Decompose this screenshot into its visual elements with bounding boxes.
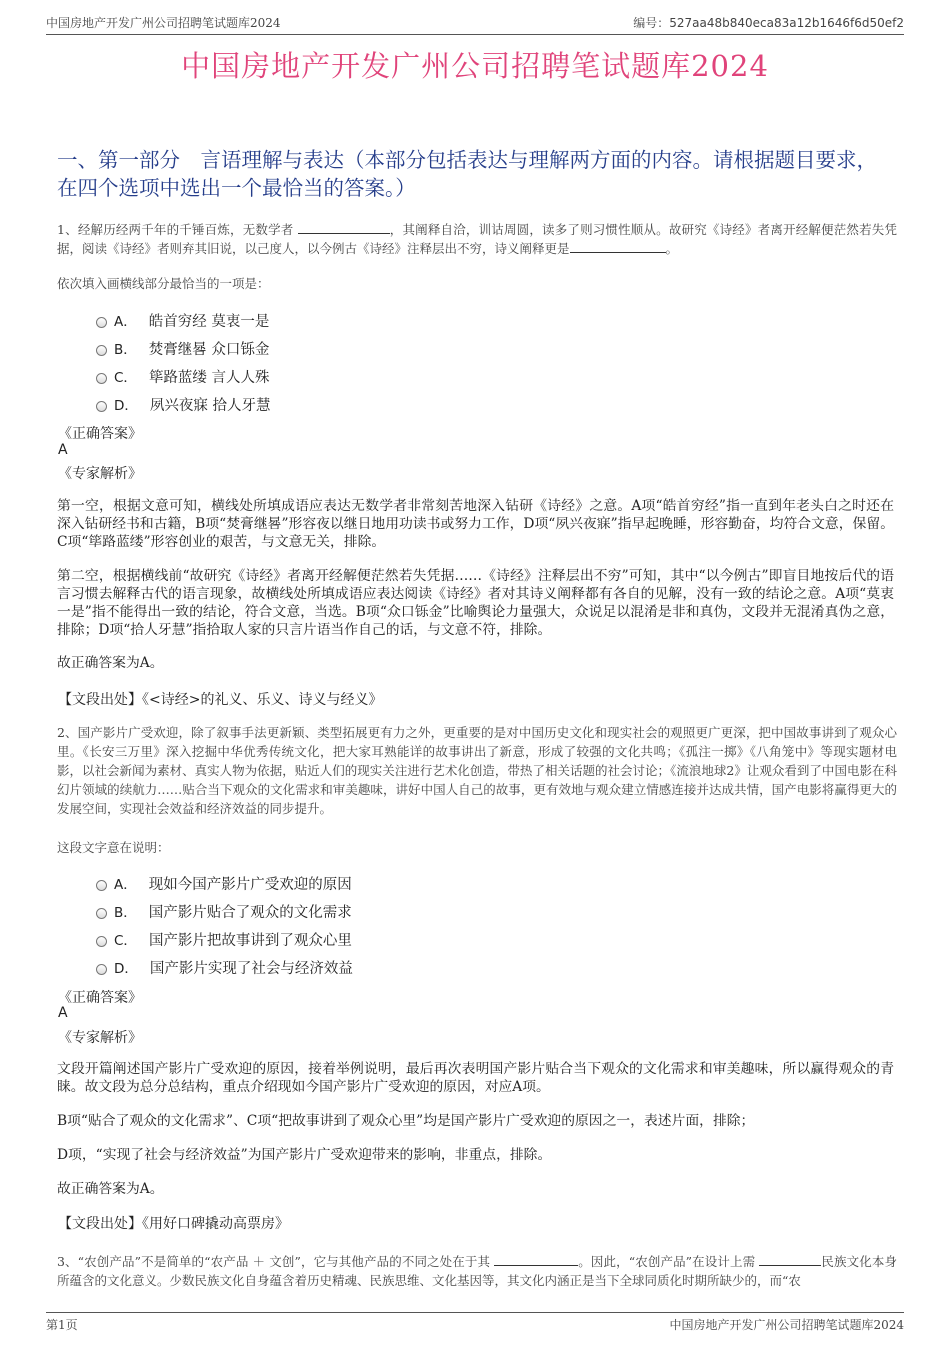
page-title: 中国房地产开发广州公司招聘笔试题库2024 xyxy=(181,49,769,83)
radio-icon[interactable] xyxy=(96,880,107,891)
q1-blank-1 xyxy=(298,221,390,234)
q2-option-c[interactable]: C． 国产影片把故事讲到了观众心里 xyxy=(96,929,352,950)
q2-expert-label: 《专家解析》 xyxy=(58,1030,142,1046)
q1-stem: 1、经解历经两千年的千锤百炼，无数学者 ，其阐释自洽，训诂周圆，读多了则习惯性顺从。故研究《诗经》者离开经解便茫然若失凭据，阅读《诗经》者则弃其旧说，以己度人，以今例古《诗经》注释层出不穷，诗义阐释更是 。 xyxy=(57,222,897,256)
radio-icon[interactable] xyxy=(96,964,107,975)
radio-icon[interactable] xyxy=(96,373,107,384)
q1-expert-label: 《专家解析》 xyxy=(58,466,142,482)
q2-answer: A xyxy=(58,1005,68,1021)
radio-icon[interactable] xyxy=(96,936,107,947)
footer-doc-title: 中国房地产开发广州公司招聘笔试题库2024 xyxy=(669,1318,904,1332)
radio-icon[interactable] xyxy=(96,345,107,356)
header-code-label: 编号： xyxy=(633,16,670,30)
page-footer xyxy=(46,1312,904,1333)
q2-explain-1: 文段开篇阐述国产影片广受欢迎的原因，接着举例说明，最后再次表明国产影片贴合当下观众的文化需求和审美趣味，所以赢得观众的青睐。故文段为总分总结构，重点介绍现如今国产影片广受欢迎的原因，对应A项。 xyxy=(57,1061,894,1095)
q1-correct-label: 《正确答案》 xyxy=(58,426,142,442)
q3-blank-1 xyxy=(494,1253,578,1266)
q2-source: 【文段出处】《用好口碑撬动高票房》 xyxy=(58,1216,289,1232)
section-heading: 一、第一部分 言语理解与表达（本部分包括表达与理解两方面的内容。请根据题目要求，在四个选项中选出一个最恰当的答案。） xyxy=(57,148,877,200)
radio-icon[interactable] xyxy=(96,401,107,412)
header-doc-title: 中国房地产开发广州公司招聘笔试题库2024 xyxy=(46,16,281,30)
q3-stem: 3、“农创产品”不是简单的“农产品 ＋ 文创”，它与其他产品的不同之处在于其 。因此，“农创产品”在设计上需 民族文化本身所蕴含的文化意义。少数民族文化自身蕴含着历史精魂、民族思维、文化基因等，其文化内涵正是当下全球同质化时期所缺少的，而“农 xyxy=(57,1254,897,1288)
q1-explain-1: 第一空，根据文意可知，横线处所填成语应表达无数学者非常刻苦地深入钻研《诗经》之意。A项“皓首穷经”指一直到年老头白之时还在深入钻研经书和古籍，B项“焚膏继晷”形容夜以继日地用功读书或努力工作，D项“夙兴夜寐”指早起晚睡，形容勤奋，均符合文意，保留。C项“筚路蓝缕”形容创业的艰苦，与文意无关，排除。 xyxy=(57,498,894,550)
q2-correct-label: 《正确答案》 xyxy=(58,990,142,1006)
q1-blank-2 xyxy=(570,240,666,253)
q2-stem: 2、国产影片广受欢迎，除了叙事手法更新颖、类型拓展更有力之外，更重要的是对中国历史文化和现实社会的观照更广更深，把中国故事讲到了观众心里。《长安三万里》深入挖掘中华优秀传统文化，把大家耳熟能详的故事讲出了新意，形成了较强的文化共鸣；《孤注一掷》《八角笼中》等现实题材电影，以社会新闻为素材、真实人物为依据，贴近人们的现实关注进行艺术化创造，带热了相关话题的社会讨论；《流浪地球2》让观众看到了中国电影在科幻片领域的续航力……贴合当下观众的文化需求和审美趣味，讲好中国人自己的故事，更有效地与观众建立情感连接并达成共情，国产电影将赢得更大的发展空间，实现社会效益和经济效益的同步提升。 xyxy=(57,725,897,816)
footer-page-number: 第1页 xyxy=(46,1318,78,1332)
q2-option-b[interactable]: B． 国产影片贴合了观众的文化需求 xyxy=(96,901,352,922)
q1-option-a[interactable]: A． 皓首穷经 莫衷一是 xyxy=(96,310,269,331)
q1-explain-2: 第二空，根据横线前“故研究《诗经》者离开经解便茫然若失凭据……《诗经》注释层出不穷”可知，其中“以今例古”即盲目地按后代的语言习惯去解释古代的语言现象，故横线处所填成语应表达阅读《诗经》者对其诗义阐释都有各自的见解，没有一致的结论之意。A项“莫衷一是”指不能得出一致的结论，符合文意，当选。B项“众口铄金”比喻舆论力量强大，众说足以混淆是非和真伪，文段并无混淆真伪之意，排除；D项“拾人牙慧”指拾取人家的只言片语当作自己的话，与文意不符，排除。 xyxy=(57,568,894,638)
q1-prompt: 依次填入画横线部分最恰当的一项是： xyxy=(57,276,270,291)
page-header xyxy=(46,12,904,35)
header-doc-code xyxy=(633,14,904,31)
q1-source: 【文段出处】《<诗经>的礼义、乐义、诗义与经义》 xyxy=(58,692,383,708)
q1-explain-3: 故正确答案为A。 xyxy=(57,655,164,671)
q2-option-d[interactable]: D． 国产影片实现了社会与经济效益 xyxy=(96,957,353,978)
radio-icon[interactable] xyxy=(96,317,107,328)
q2-option-a[interactable]: A． 现如今国产影片广受欢迎的原因 xyxy=(96,873,352,894)
q1-option-d[interactable]: D． 夙兴夜寐 拾人牙慧 xyxy=(96,394,271,415)
q3-blank-2 xyxy=(759,1253,821,1266)
q1-option-b[interactable]: B． 焚膏继晷 众口铄金 xyxy=(96,338,269,359)
header-code-value: 527aa48b840eca83a12b1646f6d50ef2 xyxy=(669,16,904,30)
q2-prompt: 这段文字意在说明： xyxy=(57,840,170,855)
radio-icon[interactable] xyxy=(96,908,107,919)
q2-explain-2: B项“贴合了观众的文化需求”、C项“把故事讲到了观众心里”均是国产影片广受欢迎的原因之一，表述片面，排除； xyxy=(57,1113,755,1129)
q2-explain-3: D项，“实现了社会与经济效益”为国产影片广受欢迎带来的影响，非重点，排除。 xyxy=(57,1147,552,1163)
q2-explain-4: 故正确答案为A。 xyxy=(57,1181,164,1197)
q1-answer: A xyxy=(58,442,68,458)
q1-option-c[interactable]: C． 筚路蓝缕 言人人殊 xyxy=(96,366,270,387)
